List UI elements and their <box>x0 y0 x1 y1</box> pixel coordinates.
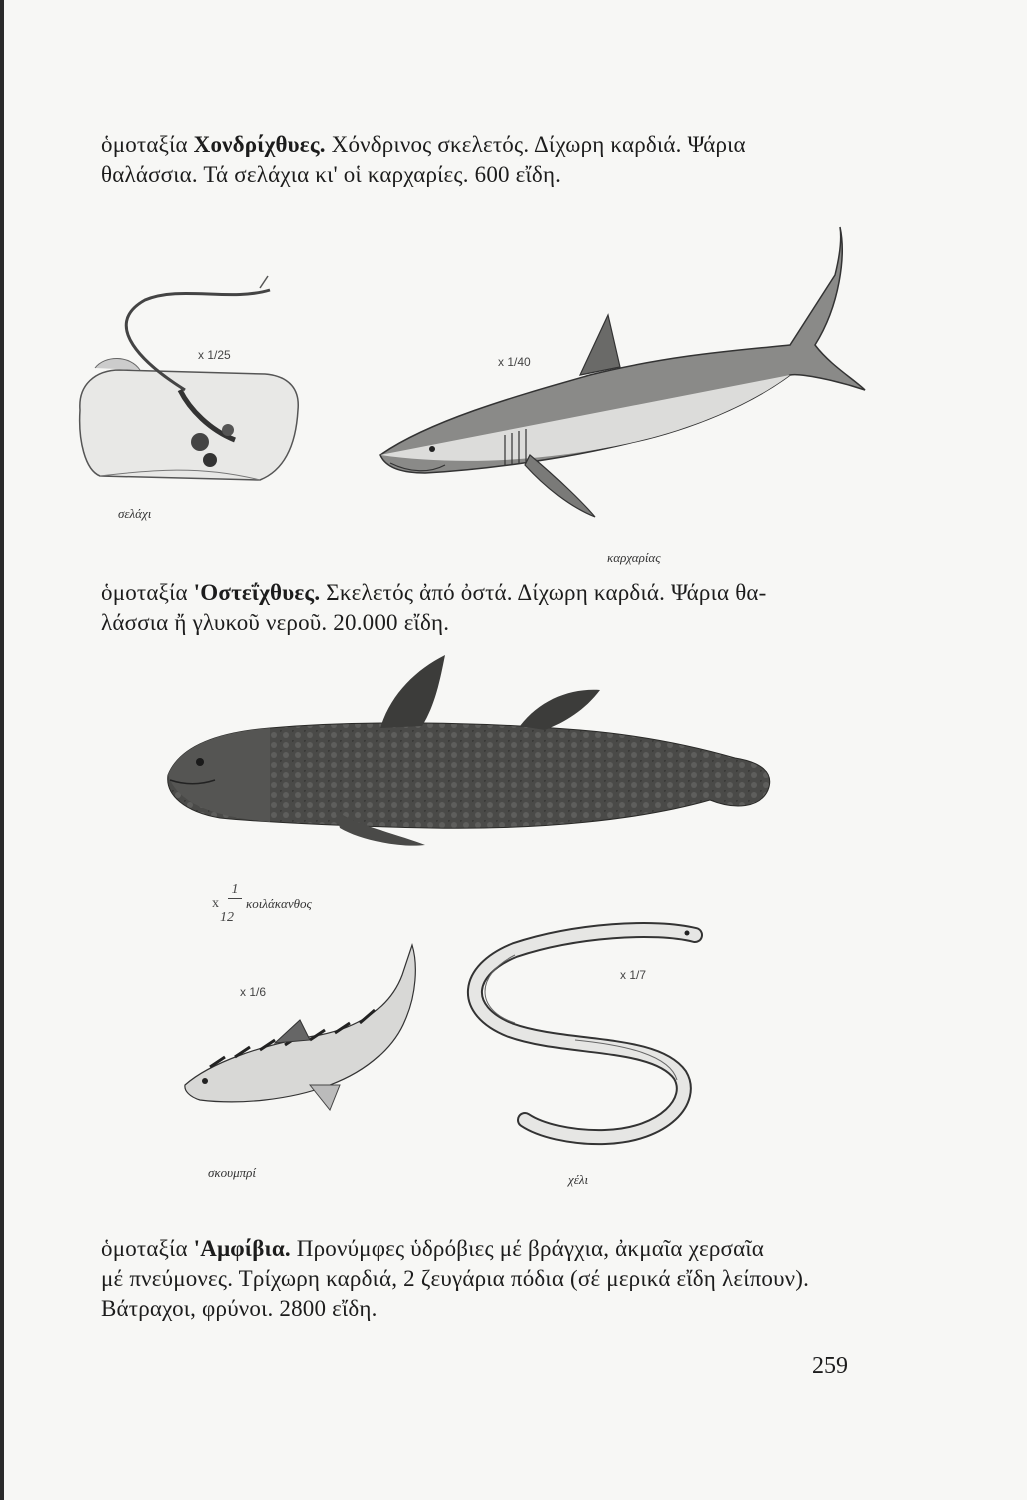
shark-caption: καρχαρίας <box>607 550 661 565</box>
coelacanth-scale-denominator: 12 <box>220 910 234 925</box>
class-description: Προνύμφες ὑδρόβιες μέ βράγχια, ἀκμαῖα χερσαῖα <box>290 1236 765 1261</box>
paragraph-line: Βάτραχοι, φρύνοι. 2800 εἴδη. <box>101 1296 378 1321</box>
page-number: 259 <box>812 1353 848 1379</box>
ray-scale-label: x 1/25 <box>198 348 231 362</box>
shark-illustration <box>370 215 870 525</box>
stingray-illustration <box>60 270 320 500</box>
paragraph-line: λάσσια ἤ γλυκοῦ νεροῦ. 20.000 εἴδη. <box>101 610 450 635</box>
coelacanth-caption: κοιλάκανθος <box>246 896 312 911</box>
paragraph-line <box>101 1234 861 1264</box>
page-edge-shadow <box>0 0 4 1500</box>
class-prefix: ὁμοταξία <box>101 132 194 157</box>
class-prefix: ὁμοταξία <box>101 580 194 605</box>
ray-caption: σελάχι <box>118 506 152 521</box>
class-description: Σκελετός ἀπό ὀστά. Δίχωρη καρδιά. Ψάρια θα- <box>320 580 767 605</box>
class-term: Χονδρίχθυες. <box>193 132 326 157</box>
eel-caption: χέλι <box>568 1172 589 1187</box>
eel-illustration <box>455 915 715 1155</box>
paragraph-line: μέ πνεύμονες. Τρίχωρη καρδιά, 2 ζευγάρια πόδια (σέ μερικά εἴδη λείπουν). <box>101 1266 810 1291</box>
mackerel-caption: σκουμπρί <box>208 1165 257 1180</box>
class-term: 'Οστεΐχθυες. <box>193 580 321 605</box>
eel-scale-label: x 1/7 <box>620 968 647 982</box>
paragraph-line <box>101 578 851 608</box>
scale-prefix: x <box>212 896 219 911</box>
coelacanth-scale-label <box>212 896 219 912</box>
paragraph-osteichthyes <box>101 578 851 638</box>
mackerel-scale-label: x 1/6 <box>240 985 267 999</box>
coelacanth-scale-numerator: 1 <box>228 882 242 899</box>
paragraph-line <box>101 130 851 160</box>
mackerel-illustration <box>180 935 420 1135</box>
class-description: Χόνδρινος σκελετός. Δίχωρη καρδιά. Ψάρια <box>325 132 746 157</box>
paragraph-line: θαλάσσια. Τά σελάχια κι' οἱ καρχαρίες. 600 εἴδη. <box>101 162 562 187</box>
paragraph-amphibia <box>101 1234 861 1324</box>
coelacanth-photo <box>160 650 780 855</box>
class-term: 'Αμφίβια. <box>193 1236 291 1261</box>
paragraph-chondrichthyes <box>101 130 851 190</box>
shark-scale-label: x 1/40 <box>498 355 531 369</box>
class-prefix: ὁμοταξία <box>101 1236 194 1261</box>
